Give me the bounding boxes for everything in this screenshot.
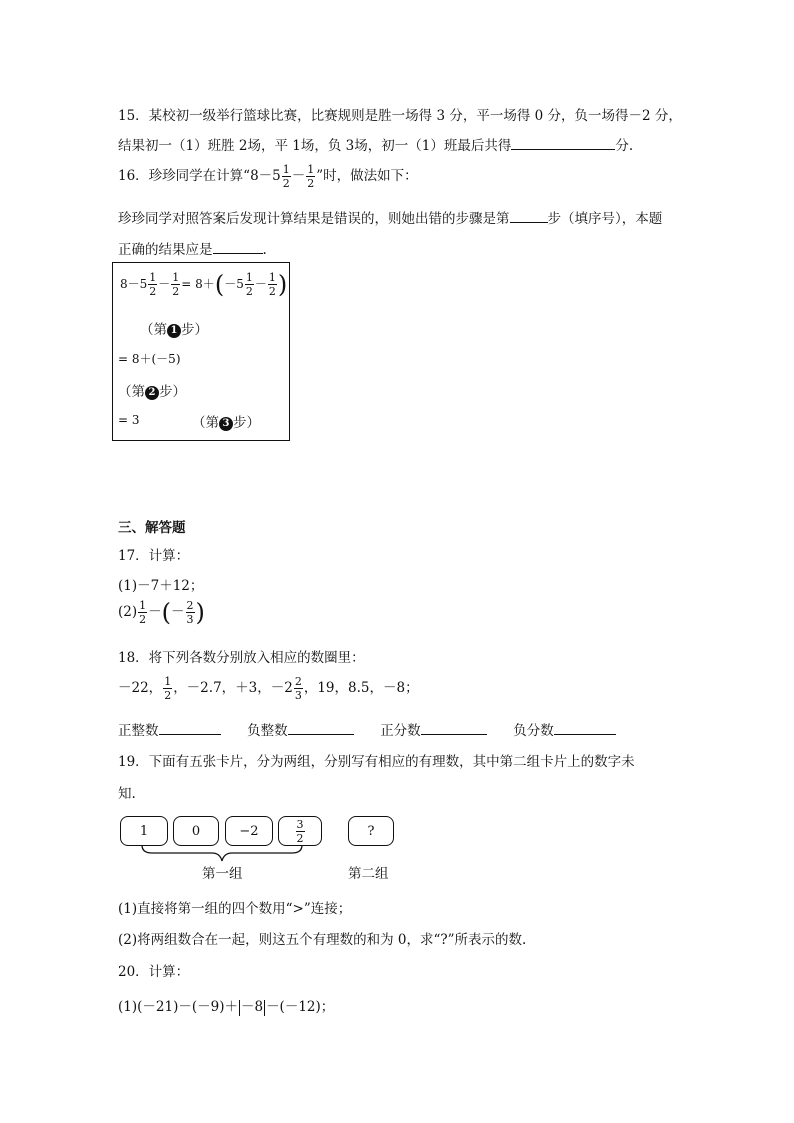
q16-step3 [192,411,260,431]
q16-line2-end: 步（填序号），本题 [547,211,663,227]
q16-box-line3: = 3 [118,413,140,427]
box-l1-in-a: －5 [224,277,244,291]
card-4 [278,816,322,846]
q20-abs-value: －8 [240,999,264,1015]
q20-p1-b: －(－12)； [266,999,335,1015]
q16-line3-end: . [262,242,267,258]
cat-negative-integer: 负整数 [247,723,288,739]
q19-part1: (1)直接将第一组的四个数用“>”连接； [118,901,352,917]
cat-positive-integer: 正整数 [118,723,159,739]
card-unknown: ? [348,816,394,846]
right-paren: ) [195,598,205,627]
q18-num-c: ，19，8.5，－8； [303,680,419,696]
q16-line2 [118,207,662,227]
q18-frac2: $\frac{2}{3}$ [294,675,302,702]
step2-suffix: 步） [159,384,186,400]
q17-frac1: $\frac{1}{2}$ [139,599,147,626]
q17-frac2: $\frac{2}{3}$ [186,599,194,626]
q18-numbers [118,676,419,701]
q16-line2-text: 珍珍同学对照答案后发现计算结果是错误的，则她出错的步骤是第 [118,211,510,227]
q15-line2-text: 结果初一（1）班胜 2场，平 1场，负 3场，初一（1）班最后共得 [118,138,512,154]
cat-positive-fraction: 正分数 [380,723,421,739]
abs-bar-right [264,1000,265,1016]
box-l1-in-frac2: $\frac{1}{2}$ [268,271,276,298]
q16-line1 [118,164,418,189]
q15-line1: 15．某校初一级举行篮球比赛，比赛规则是胜一场得 3 分，平一场得 0 分，负一场得－2 分， [118,108,682,124]
q15-line2-end: 分. [615,138,634,154]
step1-prefix: （第 [140,322,167,338]
q16-box-line1 [120,272,287,297]
box-l1-in-minus: － [254,277,267,291]
box-l1-in-frac1: $\frac{1}{2}$ [245,271,253,298]
q18-num-a: －22， [118,680,163,696]
q16-line3 [118,238,267,258]
q16-step2 [118,380,186,400]
box-l1-eq: = 8＋ [181,277,215,291]
step3-prefix: （第 [192,415,219,431]
card-4-fraction: $\frac{3}{2}$ [296,817,304,845]
q18-frac1: $\frac{1}{2}$ [164,675,172,702]
q16-text-a: 16．珍珍同学在计算“8－5 [118,168,281,184]
abs-bar-left [239,1000,240,1016]
q20-title: 20．计算： [118,964,190,980]
q17-minus: － [148,604,162,620]
step3-circle-icon: 3 [219,417,233,431]
box-l1-minus: － [158,277,171,291]
q15-line2 [118,134,633,154]
q19-line2: 知. [118,786,136,802]
group2-label: 第二组 [348,866,389,882]
q17-part2 [118,600,205,625]
q16-box-line2: = 8＋(－5) [118,352,181,366]
q16-step1 [140,318,208,338]
blank-negative-fraction[interactable] [554,720,616,735]
step1-suffix: 步） [181,322,208,338]
q18-title: 18．将下列各数分别放入相应的数圈里： [118,650,365,666]
card-1: 1 [120,816,168,846]
step2-circle-icon: 2 [145,386,159,400]
q16-text-b: ”时，做法如下： [316,168,418,184]
q16-step-blank[interactable] [510,208,548,223]
cat-negative-fraction: 负分数 [513,723,554,739]
q15-answer-blank[interactable] [511,135,615,150]
q17-in-minus: － [171,604,185,620]
card-2: 0 [173,816,219,846]
card-3: −2 [225,816,273,846]
q17-title: 17．计算： [118,548,190,564]
q16-line3-text: 正确的结果应是 [118,242,213,258]
section-heading: 三、解答题 [118,520,186,536]
group1-label: 第一组 [202,866,243,882]
step1-circle-icon: 1 [167,324,181,338]
box-l1-a: 8－5 [120,277,148,291]
right-paren: ) [277,270,288,299]
box-l1-frac2: $\frac{1}{2}$ [172,271,180,298]
q17-p2-label: (2) [118,604,138,620]
q17-part1: (1)－7＋12； [118,578,204,594]
left-paren: ( [214,270,225,299]
q16-fraction-1: $\frac{1}{2}$ [282,163,290,190]
step3-suffix: 步） [233,415,260,431]
q19-part2: (2)将两组数合在一起，则这五个有理数的和为 0，求“?”所表示的数. [118,932,527,948]
left-paren: ( [161,598,171,627]
step2-prefix: （第 [118,384,145,400]
blank-positive-fraction[interactable] [421,720,487,735]
q20-part1 [118,995,334,1016]
q19-line1: 19．下面有五张卡片，分为两组，分别写有相应的有理数，其中第二组卡片上的数字未 [118,754,635,770]
blank-negative-integer[interactable] [288,720,354,735]
q16-minus: － [291,168,306,184]
q16-fraction-2: $\frac{1}{2}$ [307,163,315,190]
q20-p1-a: (1)(－21)－(－9)＋ [118,999,238,1015]
q18-categories [118,719,616,739]
q16-result-blank[interactable] [213,239,263,254]
q18-num-b: ，－2.7，＋3，－2 [173,680,293,696]
box-l1-frac1: $\frac{1}{2}$ [149,271,157,298]
blank-positive-integer[interactable] [159,720,221,735]
